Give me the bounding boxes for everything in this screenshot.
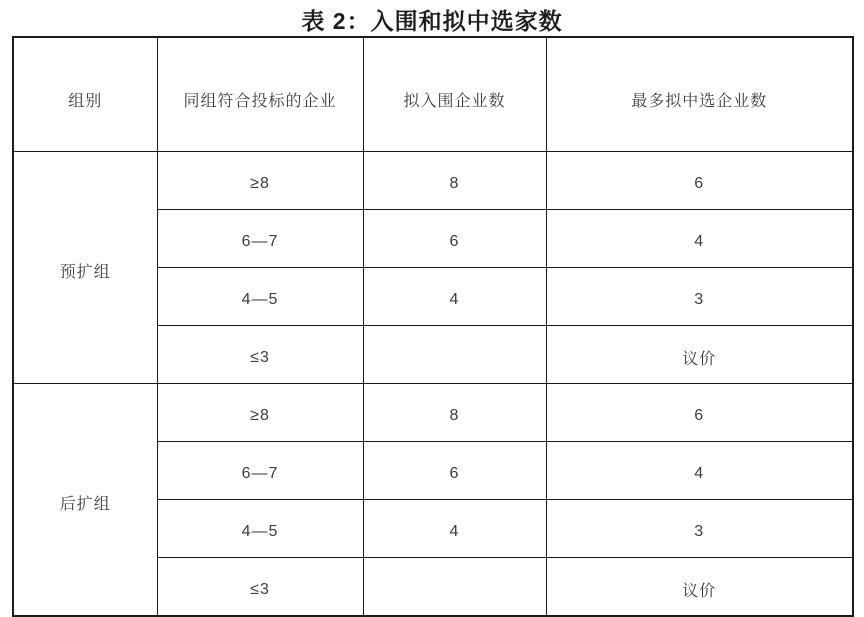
cell-qualified: ≥8 xyxy=(157,384,363,442)
cell-qualified: ≤3 xyxy=(157,558,363,617)
cell-qualified: ≤3 xyxy=(157,326,363,384)
cell-max-selected: 议价 xyxy=(546,558,853,617)
cell-shortlist: 6 xyxy=(363,442,546,500)
selection-table xyxy=(12,36,854,617)
group-cell-post-expansion: 后扩组 xyxy=(13,384,157,617)
cell-shortlist xyxy=(363,326,546,384)
header-max-selected: 最多拟中选企业数 xyxy=(546,37,853,152)
cell-max-selected: 议价 xyxy=(546,326,853,384)
header-group: 组别 xyxy=(13,37,157,152)
cell-shortlist: 4 xyxy=(363,268,546,326)
table-row xyxy=(13,152,853,210)
cell-max-selected: 6 xyxy=(546,152,853,210)
cell-qualified: ≥8 xyxy=(157,152,363,210)
cell-max-selected: 3 xyxy=(546,500,853,558)
cell-shortlist: 8 xyxy=(363,384,546,442)
cell-max-selected: 3 xyxy=(546,268,853,326)
cell-shortlist: 8 xyxy=(363,152,546,210)
header-row xyxy=(13,37,853,152)
cell-max-selected: 4 xyxy=(546,210,853,268)
group-cell-pre-expansion: 预扩组 xyxy=(13,152,157,384)
cell-max-selected: 4 xyxy=(546,442,853,500)
cell-qualified: 4—5 xyxy=(157,268,363,326)
cell-qualified: 4—5 xyxy=(157,500,363,558)
cell-max-selected: 6 xyxy=(546,384,853,442)
table-row xyxy=(13,384,853,442)
cell-qualified: 6—7 xyxy=(157,210,363,268)
cell-shortlist: 4 xyxy=(363,500,546,558)
header-qualified-bidders: 同组符合投标的企业 xyxy=(157,37,363,152)
cell-shortlist xyxy=(363,558,546,617)
cell-qualified: 6—7 xyxy=(157,442,363,500)
table-title: 表 2：入围和拟中选家数 xyxy=(301,8,563,34)
header-shortlist-count: 拟入围企业数 xyxy=(363,37,546,152)
cell-shortlist: 6 xyxy=(363,210,546,268)
